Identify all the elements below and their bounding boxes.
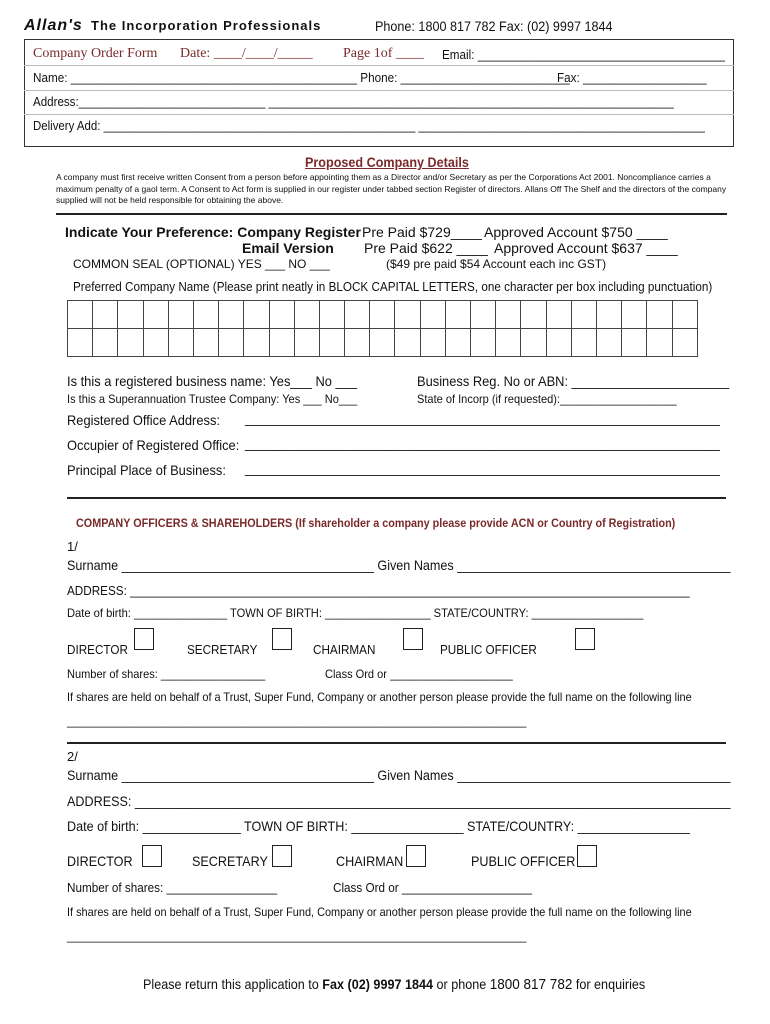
char-box[interactable] bbox=[596, 301, 621, 329]
officer-2-director-checkbox[interactable] bbox=[142, 845, 162, 867]
char-box[interactable] bbox=[471, 301, 496, 329]
officer-1-class[interactable]: Class Ord or ____________________ bbox=[325, 667, 513, 681]
char-box[interactable] bbox=[345, 301, 370, 329]
email-field[interactable]: Email: ______________________________________ bbox=[442, 47, 726, 62]
char-box[interactable] bbox=[93, 301, 118, 329]
header-contact: Phone: 1800 817 782 Fax: (02) 9997 1844 bbox=[375, 18, 613, 34]
registered-office-line[interactable]: _____________________________________________________________ bbox=[245, 410, 720, 426]
officer-2-shares[interactable]: Number of shares: _________________ bbox=[67, 880, 278, 895]
fax-field[interactable]: Fax: ___________________ bbox=[557, 70, 707, 85]
char-box[interactable] bbox=[294, 301, 319, 329]
char-box[interactable] bbox=[118, 301, 143, 329]
char-box[interactable] bbox=[622, 329, 647, 357]
officer-1-director-checkbox[interactable] bbox=[134, 628, 154, 650]
officer-2-public-officer-checkbox[interactable] bbox=[577, 845, 597, 867]
officer-2-chairman-label: CHAIRMAN bbox=[336, 853, 404, 869]
officer-1-chairman-checkbox[interactable] bbox=[403, 628, 423, 650]
principal-place-label: Principal Place of Business: bbox=[67, 462, 226, 478]
char-box[interactable] bbox=[345, 329, 370, 357]
char-box[interactable] bbox=[622, 301, 647, 329]
char-box[interactable] bbox=[68, 301, 93, 329]
officer-2-class[interactable]: Class Ord or ____________________ bbox=[333, 880, 533, 895]
common-seal-price: ($49 pre paid $54 Account each inc GST) bbox=[386, 257, 607, 271]
char-box[interactable] bbox=[420, 329, 445, 357]
section-title-company-details: Proposed Company Details bbox=[305, 154, 469, 170]
officer-1-trust-note: If shares are held on behalf of a Trust, Super Fund, Company or another person please provide the full name on the following line bbox=[67, 690, 692, 704]
business-reg-field[interactable]: Business Reg. No or ABN: ______________________ bbox=[417, 373, 730, 389]
business-name-question[interactable]: Is this a registered business name: Yes___ No ___ bbox=[67, 373, 357, 389]
char-box[interactable] bbox=[647, 329, 672, 357]
char-box[interactable] bbox=[219, 301, 244, 329]
char-box[interactable] bbox=[672, 329, 697, 357]
officer-2-trust-line[interactable]: __________________________________________________________________________ bbox=[67, 929, 527, 943]
char-box[interactable] bbox=[596, 329, 621, 357]
footer-post: for enquiries bbox=[572, 976, 646, 992]
char-box[interactable] bbox=[546, 301, 571, 329]
email-prepaid[interactable]: Pre Paid $622 ____ bbox=[364, 240, 488, 256]
date-field[interactable]: Date: ____/____/_____ bbox=[180, 46, 313, 61]
char-box[interactable] bbox=[193, 329, 218, 357]
char-box[interactable] bbox=[294, 329, 319, 357]
char-box[interactable] bbox=[370, 329, 395, 357]
char-box[interactable] bbox=[445, 301, 470, 329]
char-box[interactable] bbox=[521, 301, 546, 329]
char-box[interactable] bbox=[244, 301, 269, 329]
officer-2-director-label: DIRECTOR bbox=[67, 853, 133, 869]
char-box[interactable] bbox=[168, 301, 193, 329]
company-header bbox=[24, 17, 321, 35]
email-version-label: Email Version bbox=[242, 240, 334, 256]
char-box[interactable] bbox=[521, 329, 546, 357]
char-box[interactable] bbox=[319, 329, 344, 357]
char-box[interactable] bbox=[395, 301, 420, 329]
footer-return-note bbox=[143, 976, 645, 993]
register-approved[interactable]: Approved Account $750 ____ bbox=[484, 224, 668, 240]
officers-section-title: COMPANY OFFICERS & SHAREHOLDERS (If shareholder a company please provide ACN or Country of Registration) bbox=[76, 516, 676, 530]
officer-1-secretary-label: SECRETARY bbox=[187, 642, 258, 657]
char-box[interactable] bbox=[143, 301, 168, 329]
officer-2-surname-given[interactable]: Surname ____________________________________ Given Names _______________________________________ bbox=[67, 767, 731, 783]
name-phone-field[interactable]: Name: ____________________________________________ Phone: __________________________ bbox=[33, 70, 570, 85]
char-box[interactable] bbox=[68, 329, 93, 357]
page-field[interactable]: Page 1of ____ bbox=[343, 46, 424, 61]
char-box[interactable] bbox=[269, 329, 294, 357]
registered-office-label: Registered Office Address: bbox=[67, 412, 220, 428]
officer-1-dob[interactable]: Date of birth: _______________ TOWN OF BIRTH: _________________ STATE/COUNTRY: __________________ bbox=[67, 606, 644, 620]
char-box[interactable] bbox=[496, 301, 521, 329]
char-box[interactable] bbox=[647, 301, 672, 329]
brand-tagline: The Incorporation Professionals bbox=[91, 18, 322, 33]
register-prepaid[interactable]: Pre Paid $729____ bbox=[362, 224, 482, 240]
officer-2-chairman-checkbox[interactable] bbox=[406, 845, 426, 867]
officer-2-public-officer-label: PUBLIC OFFICER bbox=[471, 853, 576, 869]
preference-label: Indicate Your Preference: Company Register bbox=[65, 224, 361, 240]
char-box[interactable] bbox=[546, 329, 571, 357]
char-box[interactable] bbox=[420, 301, 445, 329]
occupier-line[interactable]: _____________________________________________________________ bbox=[245, 435, 720, 451]
officer-1-director-label: DIRECTOR bbox=[67, 642, 128, 657]
email-approved[interactable]: Approved Account $637 ____ bbox=[494, 240, 678, 256]
consent-notice: A company must first receive written Consent from a person before appointing them as a Director and/or Secretary as per the Corporations Act 2001. Noncompliance carries a maximum penalty of a gaol term. A Consent to Act form is supplied in our register under tabbed section Register of directors. Allans Off The Shelf and the directors of the company supplied will not be held responsible for obtaining the above. bbox=[56, 172, 727, 205]
officer-1-number: 1/ bbox=[67, 539, 78, 554]
officer-2-dob[interactable]: Date of birth: ______________ TOWN OF BIRTH: ________________ STATE/COUNTRY: ________________ bbox=[67, 818, 690, 834]
char-box[interactable] bbox=[471, 329, 496, 357]
officer-1-public-officer-checkbox[interactable] bbox=[575, 628, 595, 650]
principal-place-line[interactable]: _____________________________________________________________ bbox=[245, 460, 720, 476]
char-box[interactable] bbox=[395, 329, 420, 357]
char-box[interactable] bbox=[269, 301, 294, 329]
officer-1-secretary-checkbox[interactable] bbox=[272, 628, 292, 650]
footer-fax: Fax (02) 9997 1844 bbox=[322, 976, 433, 992]
officer-1-trust-line[interactable]: __________________________________________________________________________ bbox=[67, 714, 527, 728]
char-box[interactable] bbox=[571, 329, 596, 357]
officer-2-number: 2/ bbox=[67, 749, 78, 764]
state-incorp-field[interactable]: State of Incorp (if requested):___________________ bbox=[417, 392, 677, 406]
char-box[interactable] bbox=[193, 301, 218, 329]
address-field[interactable]: Address:_____________________________ _______________________________________________________________ bbox=[33, 94, 674, 109]
officer-1-public-officer-label: PUBLIC OFFICER bbox=[440, 642, 537, 657]
officer-2-secretary-checkbox[interactable] bbox=[272, 845, 292, 867]
occupier-label: Occupier of Registered Office: bbox=[67, 437, 240, 453]
char-box[interactable] bbox=[445, 329, 470, 357]
char-box[interactable] bbox=[244, 329, 269, 357]
char-box[interactable] bbox=[672, 301, 697, 329]
char-box[interactable] bbox=[496, 329, 521, 357]
char-box[interactable] bbox=[571, 301, 596, 329]
officer-2-secretary-label: SECRETARY bbox=[192, 853, 268, 869]
char-box[interactable] bbox=[319, 301, 344, 329]
officer-1-surname-given[interactable]: Surname ____________________________________ Given Names _______________________________________ bbox=[67, 557, 731, 573]
officer-2-address[interactable]: ADDRESS: _____________________________________________________________________________________ bbox=[67, 793, 731, 809]
footer-mid: or phone bbox=[432, 976, 490, 992]
officer-1-address[interactable]: ADDRESS: ______________________________________________________________________________________ bbox=[67, 583, 690, 598]
char-box[interactable] bbox=[118, 329, 143, 357]
char-box[interactable] bbox=[143, 329, 168, 357]
char-box[interactable] bbox=[219, 329, 244, 357]
officer-1-shares[interactable]: Number of shares: _________________ bbox=[67, 667, 266, 681]
company-name-grid[interactable] bbox=[67, 300, 698, 357]
char-box[interactable] bbox=[168, 329, 193, 357]
officer-2-trust-note: If shares are held on behalf of a Trust, Super Fund, Company or another person please provide the full name on the following line bbox=[67, 905, 692, 919]
officer-1-chairman-label: CHAIRMAN bbox=[313, 642, 376, 657]
super-trustee-question[interactable]: Is this a Superannuation Trustee Company: Yes ___ No___ bbox=[67, 392, 358, 406]
common-seal-option[interactable]: COMMON SEAL (OPTIONAL) YES ___ NO ___ bbox=[73, 257, 330, 271]
char-box[interactable] bbox=[93, 329, 118, 357]
brand-name: Allan's bbox=[24, 17, 83, 34]
footer-phone: 1800 817 782 bbox=[489, 976, 573, 993]
company-name-instruction: Preferred Company Name (Please print neatly in BLOCK CAPITAL LETTERS, one character per box including punctuation) bbox=[73, 279, 713, 294]
delivery-address-field[interactable]: Delivery Add: _________________________________________________ _____________________________________________ bbox=[33, 118, 705, 133]
footer-pre: Please return this application to bbox=[143, 976, 323, 992]
form-title: Company Order Form bbox=[33, 46, 158, 61]
char-box[interactable] bbox=[370, 301, 395, 329]
